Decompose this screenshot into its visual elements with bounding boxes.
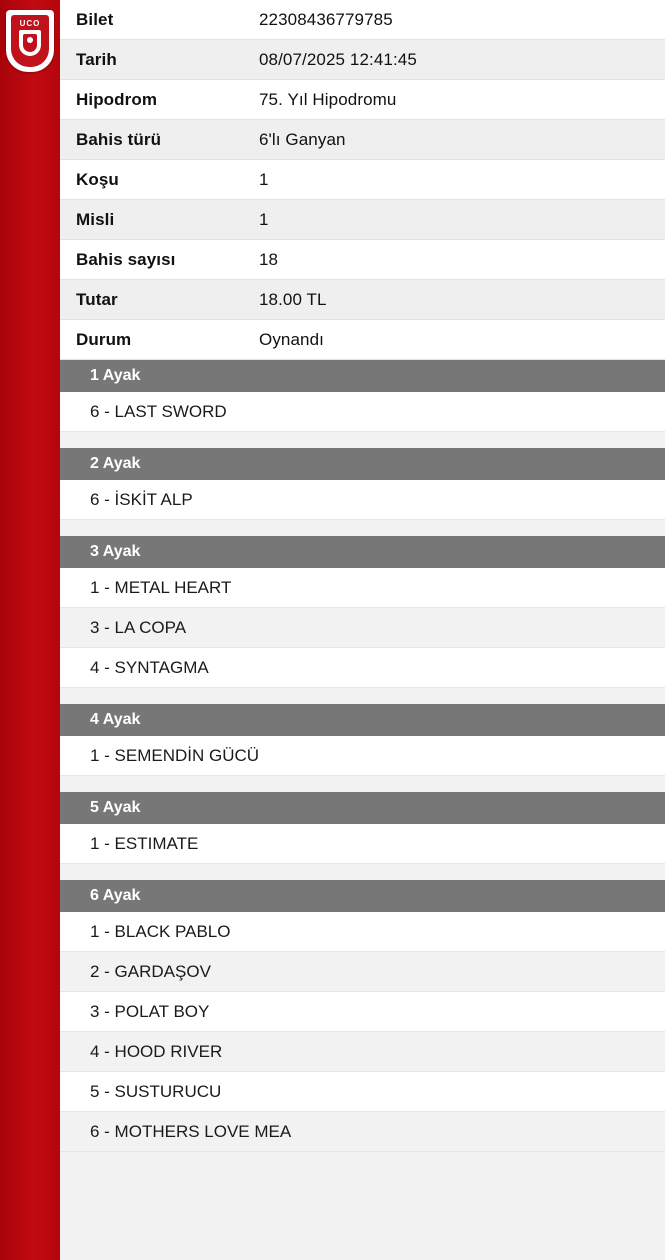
- list-item[interactable]: 1 - METAL HEART: [60, 568, 665, 608]
- info-value: 22308436779785: [259, 9, 393, 29]
- info-label: Bilet: [76, 9, 114, 29]
- leg-header-4: 4 Ayak: [60, 704, 665, 736]
- info-label: Tutar: [76, 289, 118, 309]
- info-label: Tarih: [76, 49, 117, 69]
- list-item[interactable]: 6 - LAST SWORD: [60, 392, 665, 432]
- leg-block-spacer: [60, 688, 665, 704]
- list-item[interactable]: 3 - LA COPA: [60, 608, 665, 648]
- list-item[interactable]: 1 - ESTIMATE: [60, 824, 665, 864]
- info-value: 08/07/2025 12:41:45: [259, 49, 417, 69]
- list-item[interactable]: 1 - BLACK PABLO: [60, 912, 665, 952]
- info-value: 1: [259, 169, 269, 189]
- crest-shield-icon: [19, 30, 41, 56]
- left-brand-rail: [0, 0, 60, 1260]
- list-item[interactable]: 6 - İSKİT ALP: [60, 480, 665, 520]
- info-value: Oynandı: [259, 329, 324, 349]
- leg-header-3: 3 Ayak: [60, 536, 665, 568]
- table-row: [60, 80, 665, 120]
- leg-block-spacer: [60, 520, 665, 536]
- info-value: 75. Yıl Hipodromu: [259, 89, 397, 109]
- crest-shield-inner-icon: [23, 34, 37, 52]
- table-row: [60, 320, 665, 360]
- leg-header-5: 5 Ayak: [60, 792, 665, 824]
- leg-block-spacer: [60, 432, 665, 448]
- leg-header-1: 1 Ayak: [60, 360, 665, 392]
- info-label: Hipodrom: [76, 89, 158, 109]
- ticket-info-table: [60, 0, 665, 360]
- info-label: Bahis sayısı: [76, 249, 176, 269]
- info-label: Bahis türü: [76, 129, 162, 149]
- info-value: 6'lı Ganyan: [259, 129, 346, 149]
- list-item[interactable]: 3 - POLAT BOY: [60, 992, 665, 1032]
- info-value: 1: [259, 209, 269, 229]
- table-row: [60, 0, 665, 40]
- table-row: [60, 240, 665, 280]
- list-item[interactable]: 5 - SUSTURUCU: [60, 1072, 665, 1112]
- list-item[interactable]: 4 - SYNTAGMA: [60, 648, 665, 688]
- bottom-filler: [60, 1152, 665, 1260]
- table-row: [60, 160, 665, 200]
- crest-icon: [11, 15, 49, 67]
- info-label: Koşu: [76, 169, 119, 189]
- table-row: [60, 280, 665, 320]
- leg-header-6: 6 Ayak: [60, 880, 665, 912]
- crest-letters: UCO: [19, 19, 41, 28]
- leg-block-spacer: [60, 864, 665, 880]
- list-item[interactable]: 6 - MOTHERS LOVE MEA: [60, 1112, 665, 1152]
- info-value: 18: [259, 249, 279, 269]
- list-item[interactable]: 1 - SEMENDİN GÜCÜ: [60, 736, 665, 776]
- leg-header-2: 2 Ayak: [60, 448, 665, 480]
- table-row: [60, 120, 665, 160]
- table-row: [60, 40, 665, 80]
- leg-block-spacer: [60, 776, 665, 792]
- info-value: 18.00 TL: [259, 289, 327, 309]
- info-label: Durum: [76, 329, 132, 349]
- info-label: Misli: [76, 209, 115, 229]
- ticket-content: [60, 0, 665, 1260]
- list-item[interactable]: 2 - GARDAŞOV: [60, 952, 665, 992]
- table-row: [60, 200, 665, 240]
- club-crest-logo: [6, 10, 54, 72]
- list-item[interactable]: 4 - HOOD RIVER: [60, 1032, 665, 1072]
